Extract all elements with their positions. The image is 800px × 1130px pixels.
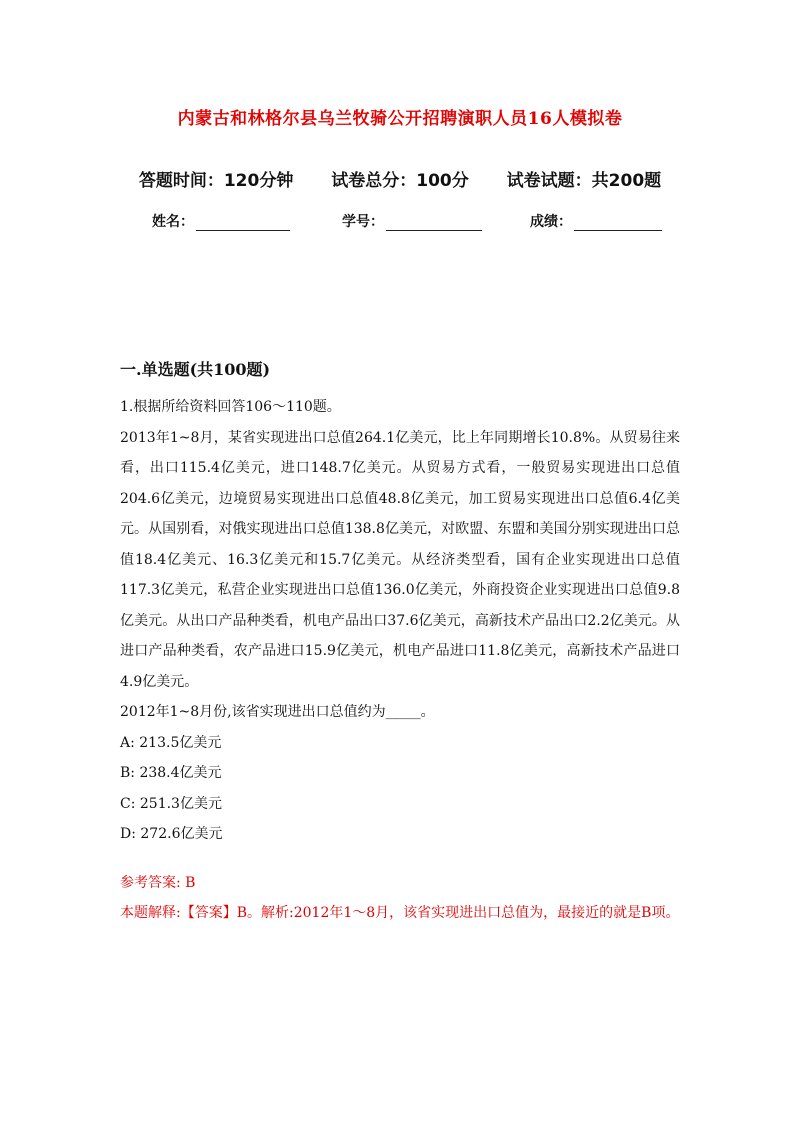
name-field [152, 211, 290, 231]
name-blank[interactable] [196, 216, 290, 231]
section-heading: 一.单选题(共100题) [120, 360, 271, 379]
option-a: A: 213.5亿美元 [120, 734, 222, 751]
question-intro: 1.根据所给资料回答106～110题。 [120, 399, 341, 415]
student-id-blank[interactable] [386, 216, 482, 231]
option-d: D: 272.6亿美元 [120, 826, 223, 842]
answer-explanation: 本题解释:【答案】B。解析:2012年1～8月，该省实现进出口总值为，最接近的就是B项。 [120, 905, 680, 921]
question-material: 2013年1~8月，某省实现进出口总值264.1亿美元，比上年同期增长10.8%。从贸易往来看，出口115.4亿美元，进口148.7亿美元。从贸易方式看，一般贸易实现进出口总值204.6亿美元，边境贸易实现进出口总值48.8亿美元，加工贸易实现进出口总值6.4亿美元。从国别看，对俄实现进出口总值138.8亿美元，对欧盟、东盟和美国分别实现进出口总值18.4亿美元、16.3亿美元和15.7亿美元。从经济类型看，国有企业实现进出口总值117.3亿美元，私营企业实现进出口总值136.0亿美元，外商投资企业实现进出口总值9.8亿美元。从出口产品种类看，机电产品出口37.6亿美元，高新技术产品出口2.2亿美元。从进口产品种类看，农产品进口15.9亿美元，机电产品进口11.8亿美元，高新技术产品进口4.9亿美元。 [120, 429, 680, 690]
score-field [530, 211, 662, 231]
exam-question-count: 试卷试题：共200题 [506, 171, 662, 191]
name-label: 姓名： [152, 214, 194, 230]
option-c: C: 251.3亿美元 [120, 795, 222, 812]
exam-meta [0, 166, 800, 191]
exam-total-score: 试卷总分：100分 [331, 171, 469, 191]
question-block [120, 392, 680, 929]
student-id-label: 学号： [342, 214, 384, 230]
student-id-field [342, 211, 482, 231]
exam-time: 答题时间：120分钟 [138, 171, 294, 191]
question-stem: 2012年1~8月份,该省实现进出口总值约为_____。 [120, 704, 435, 720]
score-blank[interactable] [574, 216, 662, 231]
reference-answer: 参考答案: B [120, 874, 196, 891]
exam-title: 内蒙古和林格尔县乌兰牧骑公开招聘演职人员16人模拟卷 [177, 109, 623, 129]
option-b: B: 238.4亿美元 [120, 765, 222, 781]
score-label: 成绩： [530, 214, 572, 230]
